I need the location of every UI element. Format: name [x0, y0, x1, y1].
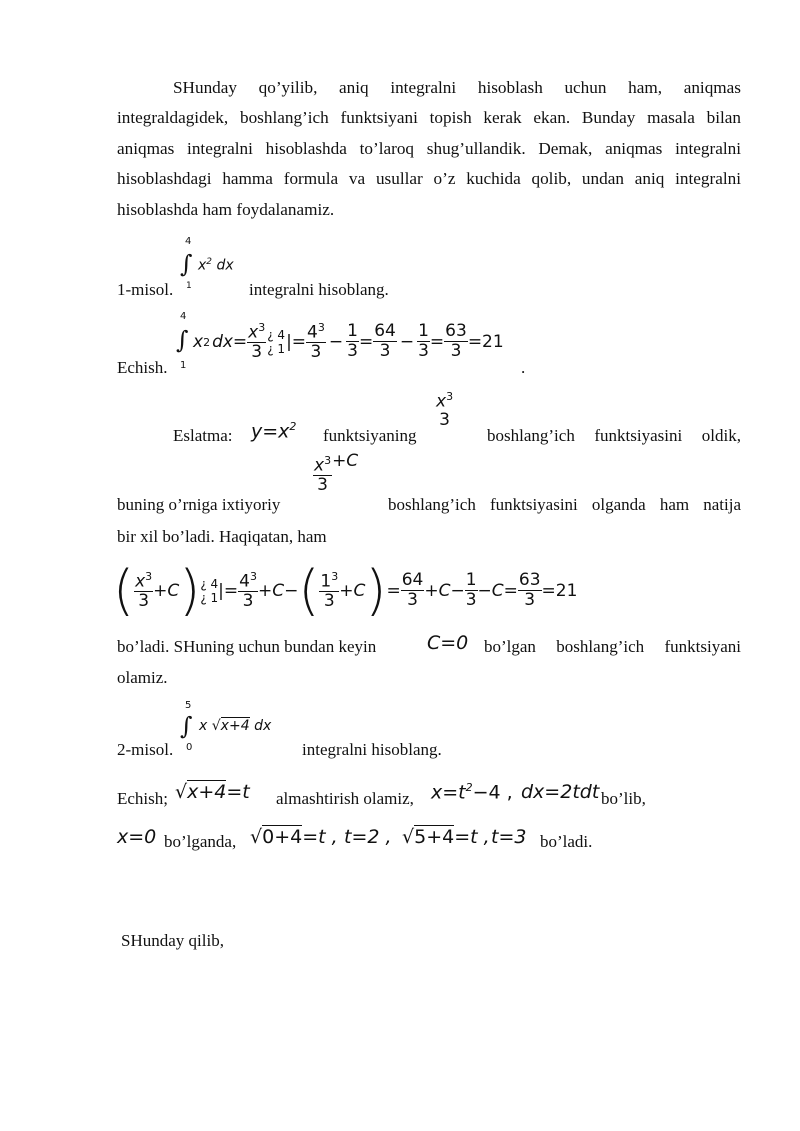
upper-limit-t: t=3 [491, 826, 527, 848]
limit-value: x=0 [117, 826, 157, 848]
solution-text: bo’lib, [601, 789, 646, 808]
integral-upper-limit: 5 [185, 700, 192, 711]
text-line: olamiz. [117, 668, 168, 687]
example-instruction: integralni hisoblang. [302, 740, 442, 759]
limit-substitution: √5+4=t , [402, 826, 490, 848]
integral-upper-limit: 4 [185, 236, 192, 247]
integral-upper-limit: 4 [180, 311, 187, 322]
text-line: bir xil bo’ladi. Haqiqatan, ham [117, 527, 327, 546]
antiderivative-with-constant: $\frac{x^3}{3}$ +C [314, 451, 359, 496]
solution-label: Echish; [117, 789, 168, 808]
remark-text: funktsiyaning [323, 426, 417, 445]
example-instruction: integralni hisoblang. [249, 280, 389, 299]
function-formula: $y=x^2$ [251, 420, 297, 443]
period: . [521, 358, 526, 377]
integral-lower-limit: 1 [186, 281, 192, 291]
example-label: 2-misol. [117, 740, 174, 759]
solution-formula: x 2 dx = $\frac{x^3}{3}$ ¿ 4 ¿ 1 |= $\frac{4^3}{3}$ − $\frac{1}{3}$ = $\frac{64}{3}$ − $\frac{1}{3}$ = $\frac{63}{3}$ =21 [193, 320, 504, 362]
paragraph-line: hisoblashdagi hamma formula va usullar o’z kuchida qolib, undan aniq integralni [117, 169, 741, 189]
integral-sign: ∫ [180, 250, 193, 278]
integrand: $x^2$ dx [198, 257, 234, 274]
conclusion-text: bo’ladi. SHuning uchun bundan keyin [117, 637, 377, 656]
verification-equation: ( $\frac{x^3}{3}$ +C ) ¿ 4 ¿ 1 |= $\frac{4^3}{3}$ +C− ( $\frac{1^3}{3}$ +C ) = $\frac{64}{3}$ +C− $\frac{1}{3}$ −C= $\frac{63}{3}$ =21 [113, 559, 578, 622]
substitution-formula: $x=t^2-4$ , [431, 781, 513, 804]
integral-sign: ∫ [176, 326, 189, 354]
limit-substitution: √0+4=t , [250, 826, 338, 848]
intro-paragraph [117, 73, 741, 225]
example-label: 1-misol. [117, 280, 174, 299]
substitution: √x+4=t [175, 781, 250, 803]
limits-text: bo’ladi. [540, 832, 593, 851]
integral-lower-limit: 1 [180, 360, 187, 371]
integrand: x √x+4 dx [199, 718, 272, 734]
integral-lower-limit: 0 [186, 742, 193, 753]
constant-zero: C=0 [427, 632, 469, 654]
conclusion-text: bo’lgan boshlang’ich funktsiyani [484, 637, 741, 656]
remark-label: Eslatma: [173, 426, 233, 445]
solution-label: Echish. [117, 358, 168, 377]
closing-text: SHunday qilib, [121, 931, 224, 950]
differential-formula: dx=2tdt [521, 781, 600, 803]
paragraph-line: hisoblashda ham foydalanamiz. [117, 199, 335, 219]
remark-text: boshlang’ich funktsiyasini oldik, [487, 426, 741, 445]
antiderivative-fraction: $x^3$ 3 [436, 390, 454, 431]
integral-sign: ∫ [180, 712, 193, 740]
remark-text: boshlang’ich funktsiyasini olganda ham natija [388, 495, 741, 514]
limits-text: bo’lganda, [164, 832, 237, 851]
paragraph-line: aniqmas integralni hisoblashda to’laroq shug’ullandik. Demak, aniqmas integralni [117, 138, 741, 158]
solution-text: almashtirish olamiz, [276, 789, 414, 808]
remark-text: buning o’rniga ixtiyoriy [117, 495, 281, 514]
paragraph-line: SHunday qo’yilib, aniq integralni hisoblash uchun ham, aniqmas [173, 78, 741, 97]
lower-limit-t: t=2 , [344, 826, 392, 848]
paragraph-line: integraldagidek, boshlang’ich funktsiyani topish kerak ekan. Bunday masala bilan [117, 108, 741, 128]
